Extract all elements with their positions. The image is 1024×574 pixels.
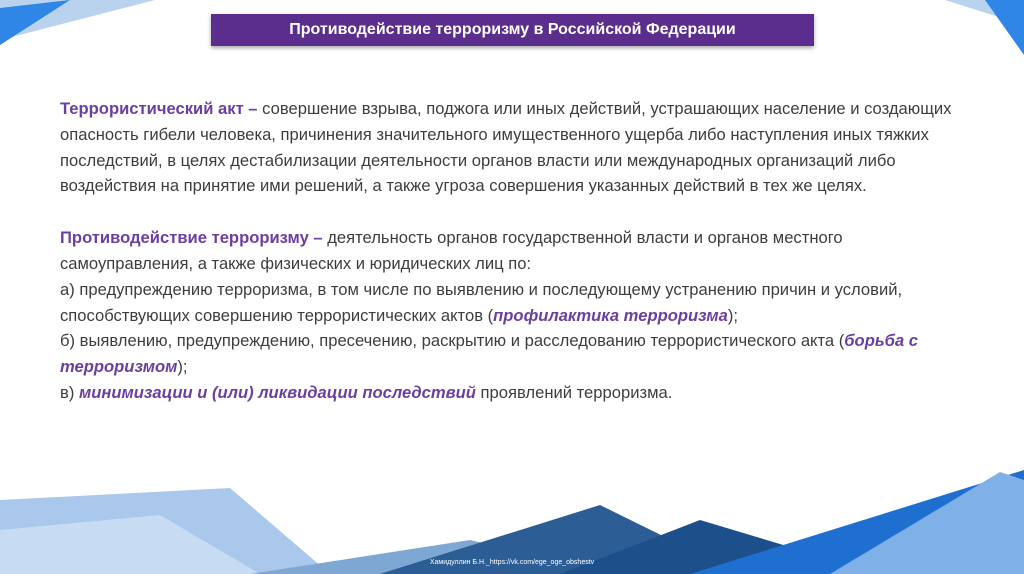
item-a-emphasis: профилактика терроризма [493, 305, 728, 325]
item-a-end: ); [727, 305, 739, 325]
item-b-text: б) выявлению, предупреждению, пресечению, раскрытию и расследованию террористического акта ( [60, 331, 845, 351]
definition-terrorist-act-text: совершение взрыва, поджога или иных действий, устрашающих население и создающих опасность гибели человека, причинения значительного имущественного ущерба либо наступления иных тяжких последствий, в целях дестабилизации деятельности органов власти или международных организаций либо воздействия на принятие ими решений, а также угроза совершения указанных действий в тех же целях. [60, 99, 952, 196]
slide-body [60, 96, 960, 406]
term-counter-terrorism: Противодействие терроризму – [60, 228, 323, 248]
item-b-emphasis: борьба с терроризмом [60, 331, 919, 377]
item-c-text: в) [60, 382, 79, 402]
item-b-end: ); [177, 357, 188, 377]
slide-title-text: Противодействие терроризму в Российской Федерации [289, 21, 736, 38]
item-c-emphasis: минимизации и (или) ликвидации последствий [78, 382, 476, 402]
footer-credit: Хамидуллин Б.Н._https://vk.com/ege_oge_obshestv [429, 559, 595, 566]
slide-title [211, 14, 814, 46]
item-c-end: проявлений терроризма. [475, 382, 673, 402]
term-terrorist-act: Террористический акт – [60, 99, 258, 118]
definition-counter-terrorism-intro: деятельность органов государственной власти и органов местного самоуправления, а также физических и юридических лиц по: [60, 228, 843, 273]
definition-terrorist-act [60, 96, 960, 199]
definition-counter-terrorism [60, 225, 960, 406]
item-a-text: а) предупреждению терроризма, в том числе по выявлению и последующему устранению причин и условий, способствующих совершению террористических актов ( [60, 279, 903, 325]
